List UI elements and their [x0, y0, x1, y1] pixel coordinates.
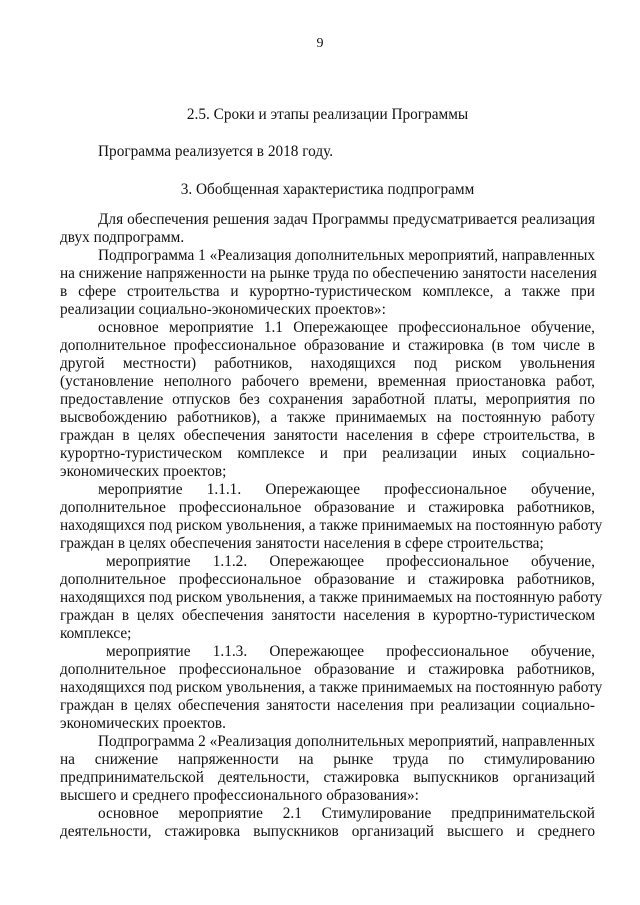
text-line: реализации социально-экономических проектов»: — [60, 301, 386, 318]
text-line: (установление неполного рабочего времени, временная приостановка работ, — [60, 373, 595, 390]
section-heading: 2.5. Сроки и этапы реализации Программы — [186, 106, 469, 123]
text-line: высвобождению работников), а также принимаемых на постоянную работу — [60, 409, 595, 426]
text-line: дополнительное профессиональное образование и стажировка работников, — [60, 661, 595, 678]
text-line: находящихся под риском увольнения, а также принимаемых на постоянную работу — [60, 679, 603, 696]
text-line: на снижение напряженности на рынке труда по стимулированию — [60, 751, 595, 768]
text-line: дополнительное профессиональное образование и стажировка работников, — [60, 499, 595, 516]
text-line: граждан в целях обеспечения занятости населения в сфере строительства, в — [60, 427, 595, 444]
text-line: высшего и среднего профессионального образования»: — [60, 787, 419, 804]
text-line: Для обеспечения решения задач Программы предусматривается реализация — [98, 211, 595, 228]
text-line: мероприятие 1.1.3. Опережающее профессиональное обучение, — [106, 643, 595, 660]
text-line: мероприятие 1.1.2. Опережающее профессиональное обучение, — [106, 553, 595, 570]
text-line: дополнительное профессиональное образование и стажировка (в том числе в — [60, 337, 595, 354]
page-number: 9 — [316, 36, 324, 51]
text-line: Подпрограмма 1 «Реализация дополнительных мероприятий, направленных — [98, 247, 596, 264]
text-line: экономических проектов; — [60, 463, 227, 480]
text-line: дополнительное профессиональное образование и стажировка работников, — [60, 571, 595, 588]
text-line: двух подпрограмм. — [60, 229, 185, 246]
text-line: граждан в целях обеспечения занятости населения в сфере строительства; — [60, 535, 544, 552]
program-period-text: Программа реализуется в 2018 году. — [98, 143, 334, 160]
text-line: Подпрограмма 2 «Реализация дополнительных мероприятий, направленных — [98, 733, 596, 750]
text-line: деятельности, стажировка выпускников организаций высшего и среднего — [60, 823, 595, 840]
text-line: на снижение напряженности на рынке труда по обеспечению занятости населения — [60, 265, 597, 282]
text-line: предпринимательской деятельности, стажировка выпускников организаций — [60, 769, 595, 786]
text-line: находящихся под риском увольнения, а также принимаемых на постоянную работу — [60, 517, 603, 534]
text-line: в сфере строительства и курортно-туристическом комплексе, а также при — [60, 283, 595, 300]
section-heading: 3. Обобщенная характеристика подпрограмм — [180, 181, 475, 198]
text-line: граждан в целях обеспечения занятости населения при реализации социально- — [60, 697, 595, 714]
text-line: граждан в целях обеспечения занятости населения в курортно-туристическом — [60, 607, 595, 624]
text-line: комплексе; — [60, 625, 132, 642]
text-line: основное мероприятие 1.1 Опережающее профессиональное обучение, — [98, 319, 595, 336]
text-line: находящихся под риском увольнения, а также принимаемых на постоянную работу — [60, 589, 603, 606]
text-line: мероприятие 1.1.1. Опережающее профессиональное обучение, — [98, 481, 595, 498]
text-line: предоставление отпусков без сохранения заработной платы, мероприятия по — [60, 391, 595, 408]
text-line: курортно-туристическом комплексе и при реализации иных социально- — [60, 445, 595, 462]
text-line: основное мероприятие 2.1 Стимулирование предпринимательской — [98, 805, 595, 822]
text-line: экономических проектов. — [60, 715, 226, 732]
text-line: другой местности) работников, находящихся под риском увольнения — [60, 355, 595, 372]
